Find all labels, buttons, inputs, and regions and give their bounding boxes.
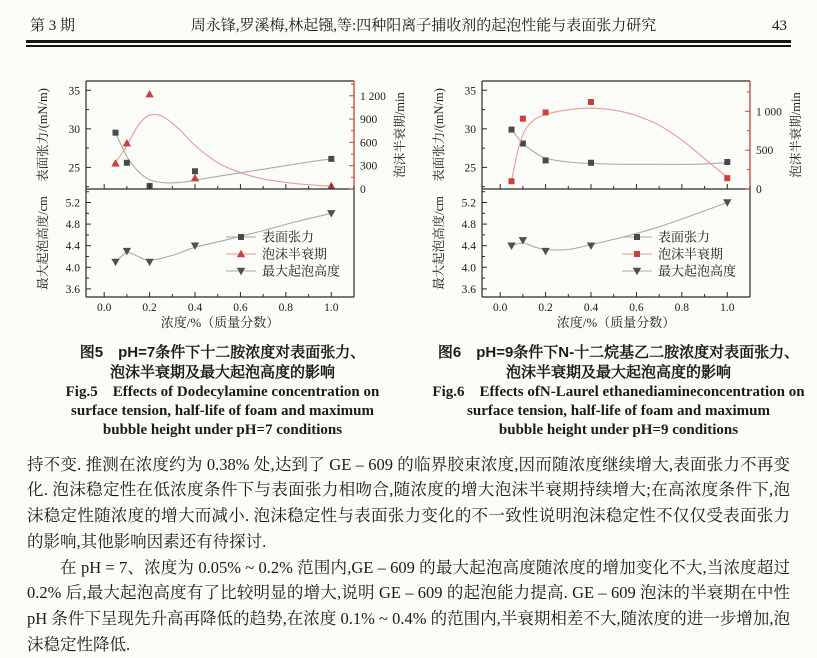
figure6-caption	[426, 343, 811, 440]
figure5-caption-en-line2: surface tension, half-life of foam and maximum	[71, 402, 374, 419]
running-title: 周永锋,罗溪梅,林起镪,等:四种阳离子捕收剂的起泡性能与表面张力研究	[190, 18, 657, 34]
svg-text:25: 25	[68, 161, 80, 174]
figure6-caption-zh-line1: 图6 pH=9条件下N-十二烷基乙二胺浓度对表面张力、	[437, 343, 800, 361]
svg-text:3.6: 3.6	[65, 283, 80, 296]
svg-text:300: 300	[360, 160, 378, 173]
svg-text:600: 600	[360, 136, 378, 149]
svg-text:500: 500	[756, 144, 774, 157]
figure6-chart	[426, 73, 811, 331]
figure6-caption-en-line3: bubble height under pH=9 conditions	[498, 421, 739, 438]
figure6-caption-zh-line2: 泡沫半衰期及最大起泡高度的影响	[505, 363, 731, 381]
svg-text:泡沫半衰期/min: 泡沫半衰期/min	[393, 91, 407, 178]
svg-text:表面张力: 表面张力	[658, 229, 711, 244]
svg-text:900: 900	[360, 113, 378, 126]
svg-text:0.0: 0.0	[492, 301, 508, 314]
svg-text:泡沫半衰期/min: 泡沫半衰期/min	[789, 91, 803, 178]
svg-text:0.8: 0.8	[674, 301, 690, 314]
svg-text:最大起泡高度: 最大起泡高度	[658, 263, 737, 278]
figure5	[30, 73, 415, 440]
svg-text:1.0: 1.0	[324, 301, 339, 314]
svg-text:0.4: 0.4	[583, 301, 599, 314]
svg-text:4.0: 4.0	[461, 261, 476, 274]
figure5-caption-en-line1: Fig.5 Effects of Dodecylamine concentration on	[65, 383, 380, 400]
svg-text:0: 0	[756, 183, 762, 196]
svg-text:5.2: 5.2	[65, 197, 80, 209]
figure5-chart	[30, 73, 415, 331]
figure5-caption	[30, 343, 415, 440]
svg-text:1.0: 1.0	[720, 301, 735, 314]
svg-text:35: 35	[464, 84, 476, 97]
svg-text:浓度/%（质量分数）: 浓度/%（质量分数）	[160, 314, 280, 330]
figures-row	[0, 73, 817, 440]
svg-text:0.0: 0.0	[96, 301, 112, 314]
page-header	[0, 0, 817, 40]
svg-text:0.2: 0.2	[142, 301, 157, 314]
svg-text:0: 0	[360, 183, 366, 196]
svg-text:泡沫半衰期: 泡沫半衰期	[658, 246, 724, 261]
svg-text:5.2: 5.2	[461, 197, 476, 209]
header-rule-thin	[26, 45, 791, 47]
svg-text:35: 35	[68, 84, 80, 97]
svg-text:4.4: 4.4	[65, 240, 80, 253]
svg-text:30: 30	[464, 123, 476, 136]
figure6	[426, 73, 811, 440]
figure5-caption-zh-line2: 泡沫半衰期及最大起泡高度的影响	[109, 363, 335, 381]
journal-issue: 第 3 期	[30, 18, 76, 34]
svg-text:0.4: 0.4	[187, 301, 203, 314]
figure5-caption-en-line3: bubble height under pH=7 conditions	[102, 421, 343, 438]
svg-text:30: 30	[68, 123, 80, 136]
page-number: 43	[772, 18, 787, 34]
svg-text:1 200: 1 200	[360, 90, 386, 103]
svg-text:4.8: 4.8	[461, 218, 476, 231]
svg-text:0.6: 0.6	[629, 301, 644, 314]
svg-text:泡沫半衰期: 泡沫半衰期	[262, 246, 328, 261]
body-text	[27, 452, 790, 658]
paragraph-1: 持不变. 推测在浓度约为 0.38% 处,达到了 GE – 609 的临界胶束浓度,因而随浓度继续增大,表面张力不再变化. 泡沫稳定性在低浓度条件下与表面张力相吻合,随浓度的增大泡沫半衰期持续增大;在高浓度条件下,泡沫稳定性随浓度的增大而减小. 泡沫稳定性与表面张力变化的不一致性说明泡沫稳定性不仅仅受表面张力的影响,其他影响因素还有待探讨.	[27, 454, 790, 551]
svg-text:浓度/%（质量分数）: 浓度/%（质量分数）	[556, 314, 676, 330]
svg-text:4.8: 4.8	[65, 218, 80, 231]
svg-text:25: 25	[464, 161, 476, 174]
figure5-caption-zh-line1: 图5 pH=7条件下十二胺浓度对表面张力、	[79, 343, 366, 361]
svg-text:0.8: 0.8	[278, 301, 294, 314]
svg-text:最大起泡高度: 最大起泡高度	[262, 263, 341, 278]
svg-text:0.6: 0.6	[233, 301, 248, 314]
svg-text:最大起泡高度/cm: 最大起泡高度/cm	[36, 195, 50, 290]
svg-text:表面张力/(mN/m): 表面张力/(mN/m)	[36, 87, 50, 182]
svg-text:4.4: 4.4	[461, 240, 476, 253]
svg-text:表面张力: 表面张力	[262, 229, 315, 244]
paragraph-2: 在 pH = 7、浓度为 0.05% ~ 0.2% 范围内,GE – 609 的最大起泡高度随浓度的增加变化不大,当浓度超过 0.2% 后,最大起泡高度有了比较明显的增大,说明 GE – 609 的起泡能力提高. GE – 609 泡沫的半衰期在中性 pH 条件下呈现先升高再降低的趋势,在浓度 0.1% ~ 0.4% 的范围内,半衰期相差不大,随浓度的进一步增加,泡沫稳定性降低.	[27, 557, 790, 655]
svg-text:0.2: 0.2	[538, 301, 553, 314]
svg-text:表面张力/(mN/m): 表面张力/(mN/m)	[432, 87, 446, 182]
figure6-caption-en-line1: Fig.6 Effects ofN-Laurel ethanediamineconcentration on	[432, 383, 805, 400]
header-rule-thick	[26, 40, 791, 43]
svg-text:4.0: 4.0	[65, 261, 80, 274]
figure6-caption-en-line2: surface tension, half-life of foam and maximum	[467, 402, 770, 419]
svg-text:最大起泡高度/cm: 最大起泡高度/cm	[432, 195, 446, 290]
svg-text:3.6: 3.6	[461, 283, 476, 296]
svg-text:1 000: 1 000	[756, 105, 782, 118]
